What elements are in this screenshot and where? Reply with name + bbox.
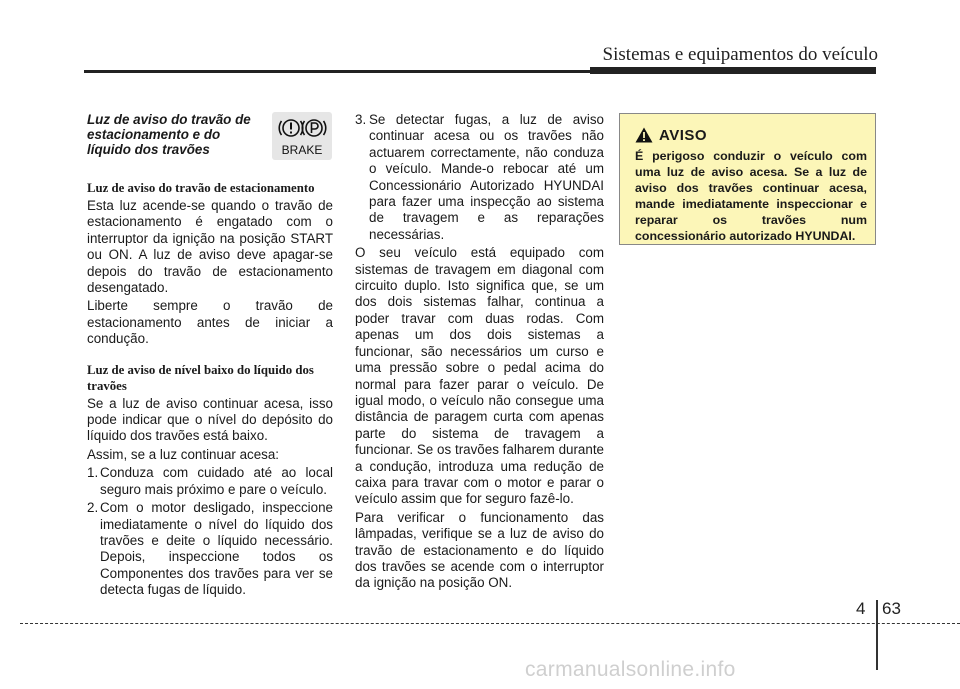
list-number: 2. <box>87 500 99 516</box>
paragraph: O seu veículo está equipado com sistemas de travagem em diagonal com circuito duplo. Isto significa que, se um dos dois sistemas falhar, continua a poder travar com duas rodas. Com apenas um dos dois sistemas a funcionar, são necessários um curso e uma pressão sobre o pedal acima do normal para fazer parar o veículo. De igual modo, o veículo não consegue uma distância de paragem curta com apenas parte do sistema de travagem a funcionar. Se os travões falharem durante a condução, introduza uma redução de caixa para travar com o motor e parar o veículo assim que for seguro fazê-lo. <box>355 245 604 507</box>
paragraph: Assim, se a luz continuar acesa: <box>87 446 280 462</box>
paragraph: Para verificar o funcionamento das lâmpadas, verifique se a luz de aviso do travão de estacionamento e do líquido dos travões se acende com o interruptor da ignição na posição ON. <box>355 509 604 591</box>
warning-triangle-icon <box>635 127 653 143</box>
heading-brake-fluid: Luz de aviso de nível baixo do líquido dos travões <box>87 362 314 393</box>
list-text: Se detectar fugas, a luz de aviso continuar acesa ou os travões não actuarem correctamente, não conduza o veículo. Mande-o rebocar até um Concessionário Autorizado HYUNDAI para fazer uma inspecção ao sistema de travagem e as reparações necessárias. <box>369 112 604 242</box>
warning-text: É perigoso conduzir o veículo com uma luz de aviso acesa. Se a luz de aviso dos travões continuar acesa, mande imediatamente inspeccionar e reparar os travões num concessionário autorizado HYUNDAI. <box>635 149 867 243</box>
header-rule-accent <box>590 67 876 74</box>
section-title: Sistemas e equipamentos do veículo <box>602 44 878 65</box>
warning-title: AVISO <box>659 126 708 144</box>
left-column <box>87 112 333 599</box>
list-item <box>87 500 333 598</box>
footer-rule <box>20 623 960 624</box>
brake-warning-icon <box>272 112 332 160</box>
watermark: carmanualsonline.info <box>525 658 736 681</box>
warning-box <box>619 113 876 245</box>
brake-warning-indicator <box>272 112 332 160</box>
list-text: Conduza com cuidado até ao local seguro mais próximo e pare o veículo. <box>100 465 333 497</box>
list-text: Com o motor desligado, inspeccione imediatamente o nível do líquido dos travões e deite o líquido necessário. Depois, inspeccione todos os Componentes dos travões para ver se detecta fugas de líquido. <box>100 500 333 598</box>
brake-label: BRAKE <box>281 143 323 157</box>
list-item <box>87 465 333 498</box>
chapter-number: 4 <box>856 599 866 618</box>
warning-header <box>635 124 867 146</box>
middle-column <box>355 112 604 592</box>
page-number: 63 <box>882 599 901 618</box>
page-number-divider <box>876 600 878 670</box>
list-item <box>355 112 604 243</box>
list-number: 1. <box>87 465 99 481</box>
paragraph: Esta luz acende-se quando o travão de estacionamento é engatado com o interruptor da ignição na posição START ou ON. A luz de aviso deve apagar-se depois do travão de estacionamento desengatado. <box>87 198 333 296</box>
paragraph: Liberte sempre o travão de estacionamento antes de iniciar a condução. <box>87 298 333 347</box>
heading-parking-brake: Luz de aviso do travão de estacionamento <box>87 181 315 195</box>
list-number: 3. <box>355 112 367 127</box>
paragraph: Se a luz de aviso continuar acesa, isso pode indicar que o nível do depósito do líquido dos travões está baixo. <box>87 395 333 444</box>
subsection-title: Luz de aviso do travão de estacionamento e do líquido dos travões <box>87 112 251 157</box>
